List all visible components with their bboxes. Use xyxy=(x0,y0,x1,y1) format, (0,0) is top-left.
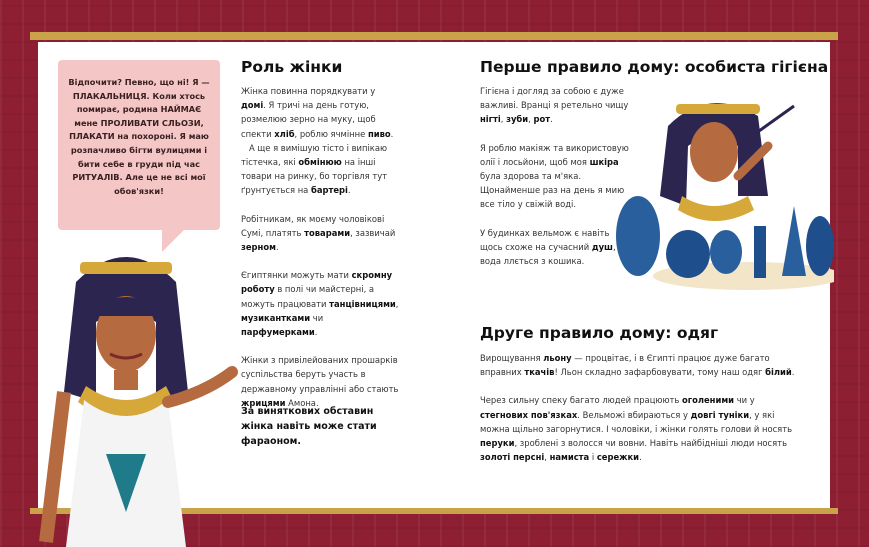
section-title-hygiene: Перше правило дому: особиста гігієна xyxy=(480,58,829,76)
woman-makeup-illustration xyxy=(598,86,834,296)
section-title-clothing: Друге правило дому: одяг xyxy=(480,324,719,342)
paragraph: Через сильну спеку багато людей працюють оголеними чи у стегнових пов'язках. Вельможі вбираються у довгі туніки, у які можна щільно загорнутися. І чоловіки, і жінки голять голови й носять перуки, зроблені з волосся чи вовни. Навіть найбідніші люди носять золоті персні, намиста і сережки. xyxy=(480,395,793,463)
paragraph: Жінка повинна порядкувати у домі. Я тричі на день готую, розмелюю зерно на муку, щоб спекти хліб, роблю ячмінне пиво. А ще я вимішую тісто і випікаю тістечка, які обмінюю на інші товари на ринку, бо торгівля тут ґрунтується на бартері. xyxy=(241,86,394,196)
section-title-role: Роль жінки xyxy=(241,58,343,76)
paragraph: Робітникам, як моєму чоловікові Сумі, платять товарами, зазвичай зерном. xyxy=(241,213,396,253)
section-role-text xyxy=(241,84,401,424)
paragraph: Єгиптянки можуть мати скромну роботу в полі чи майстерні, а можуть працювати танцівницями, музикантками чи парфумерками. xyxy=(241,270,399,338)
paragraph: Я роблю макіяж та використовую олії і лосьйони, щоб моя шкіра була здорова та м'яка. Щонайменше раз на день я мию все тіло у свіжій воді. xyxy=(480,142,629,210)
paragraph: Вирощування льону — процвітає, і в Єгипті працює дуже багато вправних ткачів! Льон складно зафарбовувати, тому наш одяг білий. xyxy=(480,353,795,378)
speech-bubble-text: Відпочити? Певно, що ні! Я — ПЛАКАЛЬНИЦЯ. Коли хтось помирає, родина НАЙМАЄ мене ПРОЛИВАТИ СЛЬОЗИ, ПЛАКАТИ на похороні. Я маю розпачливо бігти вулицями і бити себе в груди під час РИТУАЛІВ. Але це не всі мої обов'язки! xyxy=(68,77,210,196)
gold-border-top xyxy=(30,32,838,40)
pharaoh-note: За виняткових обставин жінка навіть може стати фараоном. xyxy=(241,406,377,447)
egyptian-woman-illustration xyxy=(6,242,238,547)
paragraph: Жінки з привілейованих прошарків суспільства беруть участь в державному управлінні або стають жрицями Амона. xyxy=(241,355,399,408)
section-clothing-text xyxy=(480,351,800,478)
paragraph: У будинках вельмож є навіть щось схоже на сучасний душ, вода ллється з кошика. xyxy=(480,227,616,267)
paragraph: Гігієна і догляд за собою є дуже важливі. Вранці я ретельно чищу нігті, зуби, рот. xyxy=(480,86,629,125)
